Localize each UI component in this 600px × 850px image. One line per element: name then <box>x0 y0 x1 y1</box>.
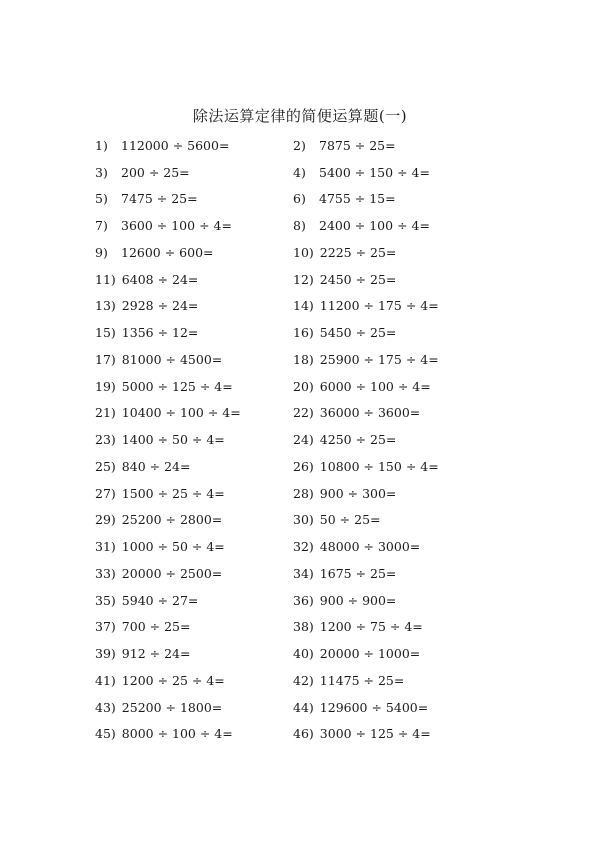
problem-number: 4) <box>293 164 306 180</box>
problem-expression: 2928 ÷ 24= <box>121 298 199 314</box>
problem-item <box>293 453 491 480</box>
problem-item <box>293 426 491 453</box>
problem-number: 43) <box>95 699 116 715</box>
problem-expression: 6408 ÷ 24= <box>121 271 199 287</box>
problem-expression: 1675 ÷ 25= <box>319 565 397 581</box>
problem-expression: 11475 ÷ 25= <box>319 672 405 688</box>
problem-number: 9) <box>95 244 108 260</box>
problem-item <box>95 533 293 560</box>
problem-number: 29) <box>95 512 116 528</box>
problem-item <box>293 212 491 239</box>
problem-item <box>95 373 293 400</box>
problem-expression: 20000 ÷ 1000= <box>319 646 421 662</box>
problem-expression: 1400 ÷ 50 ÷ 4= <box>121 432 225 448</box>
problem-item <box>95 186 293 213</box>
problem-number: 34) <box>293 565 314 581</box>
problem-expression: 1200 ÷ 75 ÷ 4= <box>319 619 423 635</box>
problem-expression: 81000 ÷ 4500= <box>121 351 223 367</box>
problem-item <box>293 560 491 587</box>
problem-expression: 4250 ÷ 25= <box>319 432 397 448</box>
problem-item <box>95 507 293 534</box>
problem-number: 24) <box>293 432 314 448</box>
problem-item <box>95 426 293 453</box>
problem-expression: 12600 ÷ 600= <box>121 244 214 260</box>
problem-item <box>95 319 293 346</box>
problem-item <box>293 667 491 694</box>
problem-number: 20) <box>293 378 314 394</box>
problem-expression: 36000 ÷ 3600= <box>319 405 421 421</box>
problem-expression: 7475 ÷ 25= <box>121 191 198 207</box>
problem-expression: 50 ÷ 25= <box>319 512 381 528</box>
problem-item <box>293 293 491 320</box>
problem-expression: 2400 ÷ 100 ÷ 4= <box>319 218 430 234</box>
problem-expression: 5400 ÷ 150 ÷ 4= <box>319 164 430 180</box>
problem-expression: 112000 ÷ 5600= <box>121 137 230 153</box>
problem-number: 38) <box>293 619 314 635</box>
problem-number: 35) <box>95 592 116 608</box>
problem-expression: 11200 ÷ 175 ÷ 4= <box>319 298 439 314</box>
problem-item <box>95 132 293 159</box>
problem-number: 32) <box>293 539 314 555</box>
problem-number: 18) <box>293 351 314 367</box>
problem-expression: 1356 ÷ 12= <box>121 325 199 341</box>
problem-item <box>95 239 293 266</box>
problem-number: 2) <box>293 137 306 153</box>
problem-item <box>95 640 293 667</box>
problem-item <box>95 721 293 748</box>
problem-item <box>293 132 491 159</box>
problem-item <box>293 694 491 721</box>
problem-item <box>293 346 491 373</box>
problem-expression: 3600 ÷ 100 ÷ 4= <box>121 218 232 234</box>
problem-number: 8) <box>293 218 306 234</box>
problem-number: 11) <box>95 271 116 287</box>
problem-item <box>95 480 293 507</box>
problem-expression: 5000 ÷ 125 ÷ 4= <box>121 378 233 394</box>
problem-expression: 3000 ÷ 125 ÷ 4= <box>319 726 431 742</box>
problem-number: 25) <box>95 458 116 474</box>
problem-expression: 700 ÷ 25= <box>121 619 191 635</box>
problem-number: 17) <box>95 351 116 367</box>
problem-item <box>293 186 491 213</box>
problem-item <box>95 346 293 373</box>
problem-expression: 840 ÷ 24= <box>121 458 191 474</box>
problem-item <box>293 266 491 293</box>
problem-expression: 900 ÷ 300= <box>319 485 397 501</box>
problem-number: 10) <box>293 244 314 260</box>
problem-expression: 5940 ÷ 27= <box>121 592 199 608</box>
problem-expression: 10800 ÷ 150 ÷ 4= <box>319 458 439 474</box>
problem-item <box>95 694 293 721</box>
problem-item <box>95 212 293 239</box>
problem-item <box>293 239 491 266</box>
problem-number: 46) <box>293 726 314 742</box>
problem-number: 41) <box>95 672 116 688</box>
problem-number: 45) <box>95 726 116 742</box>
problem-number: 27) <box>95 485 116 501</box>
problem-expression: 1200 ÷ 25 ÷ 4= <box>121 672 225 688</box>
problem-item <box>293 507 491 534</box>
problem-number: 19) <box>95 378 116 394</box>
problem-number: 15) <box>95 325 116 341</box>
problem-number: 23) <box>95 432 116 448</box>
problem-item <box>95 400 293 427</box>
problem-number: 14) <box>293 298 314 314</box>
problem-number: 12) <box>293 271 314 287</box>
problem-expression: 25900 ÷ 175 ÷ 4= <box>319 351 439 367</box>
problem-number: 26) <box>293 458 314 474</box>
problem-number: 40) <box>293 646 314 662</box>
problem-number: 13) <box>95 298 116 314</box>
problem-expression: 1000 ÷ 50 ÷ 4= <box>121 539 225 555</box>
problem-expression: 6000 ÷ 100 ÷ 4= <box>319 378 431 394</box>
problem-number: 37) <box>95 619 116 635</box>
problem-number: 3) <box>95 164 108 180</box>
problem-expression: 5450 ÷ 25= <box>319 325 397 341</box>
problem-item <box>95 266 293 293</box>
problem-expression: 912 ÷ 24= <box>121 646 191 662</box>
problem-number: 44) <box>293 699 314 715</box>
problem-item <box>293 533 491 560</box>
problem-expression: 8000 ÷ 100 ÷ 4= <box>121 726 233 742</box>
problem-item <box>293 159 491 186</box>
problem-grid <box>95 132 515 747</box>
problem-expression: 48000 ÷ 3000= <box>319 539 421 555</box>
problem-item <box>293 400 491 427</box>
problem-number: 36) <box>293 592 314 608</box>
problem-number: 16) <box>293 325 314 341</box>
problem-expression: 20000 ÷ 2500= <box>121 565 223 581</box>
problem-number: 21) <box>95 405 116 421</box>
problem-item <box>95 560 293 587</box>
problem-item <box>95 453 293 480</box>
problem-item <box>95 587 293 614</box>
problem-number: 39) <box>95 646 116 662</box>
problem-expression: 2225 ÷ 25= <box>319 244 397 260</box>
problem-item <box>293 614 491 641</box>
problem-item <box>293 319 491 346</box>
problem-number: 28) <box>293 485 314 501</box>
problem-expression: 25200 ÷ 1800= <box>121 699 223 715</box>
problem-expression: 129600 ÷ 5400= <box>319 699 429 715</box>
problem-item <box>293 587 491 614</box>
problem-expression: 25200 ÷ 2800= <box>121 512 223 528</box>
problem-number: 1) <box>95 137 108 153</box>
problem-expression: 2450 ÷ 25= <box>319 271 397 287</box>
problem-item <box>95 667 293 694</box>
problem-number: 42) <box>293 672 314 688</box>
problem-item <box>95 159 293 186</box>
problem-item <box>293 480 491 507</box>
problem-number: 5) <box>95 191 108 207</box>
problem-expression: 900 ÷ 900= <box>319 592 397 608</box>
problem-number: 31) <box>95 539 116 555</box>
problem-expression: 200 ÷ 25= <box>121 164 190 180</box>
problem-expression: 1500 ÷ 25 ÷ 4= <box>121 485 225 501</box>
problem-item <box>95 614 293 641</box>
problem-number: 33) <box>95 565 116 581</box>
problem-item <box>293 373 491 400</box>
page-title: 除法运算定律的简便运算题(一) <box>192 107 408 125</box>
problem-item <box>95 293 293 320</box>
problem-number: 7) <box>95 218 108 234</box>
problem-item <box>293 721 491 748</box>
problem-expression: 10400 ÷ 100 ÷ 4= <box>121 405 241 421</box>
problem-expression: 4755 ÷ 15= <box>319 191 396 207</box>
problem-number: 30) <box>293 512 314 528</box>
problem-number: 22) <box>293 405 314 421</box>
problem-item <box>293 640 491 667</box>
problem-number: 6) <box>293 191 306 207</box>
problem-expression: 7875 ÷ 25= <box>319 137 396 153</box>
